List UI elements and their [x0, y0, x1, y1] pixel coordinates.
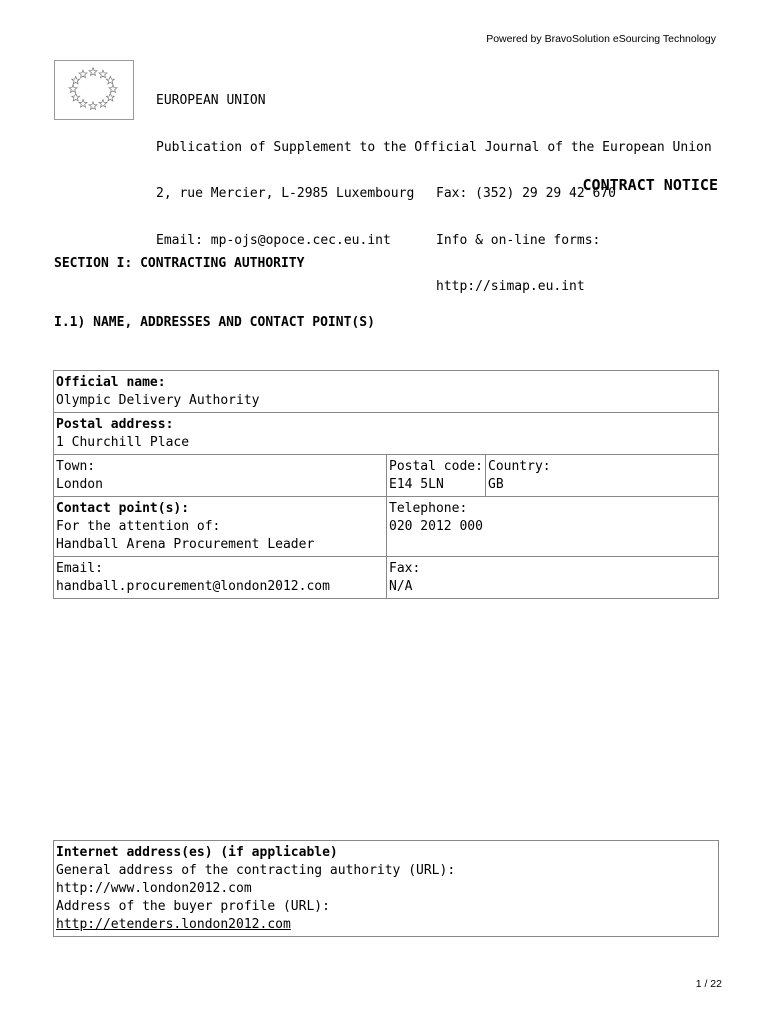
general-address-link[interactable]: http://www.london2012.com — [56, 881, 252, 896]
powered-by-text: Powered by BravoSolution eSourcing Technology — [486, 33, 716, 45]
header-line-eu: EUROPEAN UNION — [156, 93, 266, 108]
eu-star-icon — [69, 85, 77, 93]
eu-star-icon — [109, 85, 117, 93]
attention-label: For the attention of: — [56, 519, 221, 534]
contact-points-label: Contact point(s): — [56, 501, 190, 516]
telephone-value: 020 2012 000 — [389, 519, 483, 534]
eu-star-icon — [99, 100, 107, 108]
header-info-forms: Info & on-line forms: — [436, 232, 601, 248]
official-name-label: Official name: — [56, 375, 166, 390]
page-number: 1 / 22 — [695, 978, 722, 990]
eu-star-icon — [72, 93, 80, 101]
eu-star-icon — [79, 100, 87, 108]
postal-code-label: Postal code: — [389, 459, 483, 474]
eu-star-icon — [72, 76, 80, 84]
eu-star-icon — [99, 70, 107, 78]
email-label: Email: — [56, 561, 103, 576]
postal-address-value: 1 Churchill Place — [56, 435, 190, 450]
internet-addresses-table — [53, 840, 719, 937]
header-line-publication: Publication of Supplement to the Official Journal of the European Union — [156, 139, 712, 155]
eu-star-icon — [106, 76, 114, 84]
country-value: GB — [488, 477, 504, 492]
postal-code-value: E14 5LN — [389, 477, 444, 492]
header-address: 2, rue Mercier, L-2985 Luxembourg — [156, 186, 415, 201]
eu-star-icon — [89, 102, 97, 110]
page-title: CONTRACT NOTICE — [582, 176, 718, 194]
email-value[interactable]: handball.procurement@london2012.com — [56, 579, 330, 594]
town-label: Town: — [56, 459, 96, 474]
buyer-profile-link[interactable]: http://etenders.london2012.com — [56, 917, 291, 932]
fax-label: Fax: — [389, 561, 421, 576]
telephone-label: Telephone: — [389, 501, 468, 516]
header-fax: Fax: (352) 29 29 42 670 — [436, 186, 617, 201]
eu-flag-logo — [54, 60, 134, 120]
subsection-heading: I.1) NAME, ADDRESSES AND CONTACT POINT(S) — [54, 315, 375, 330]
general-address-label: General address of the contracting authority (URL): — [56, 863, 456, 878]
header-email: Email: mp-ojs@opoce.cec.eu.int — [156, 232, 391, 248]
eu-star-icon — [106, 93, 114, 101]
country-label: Country: — [488, 459, 551, 474]
eu-star-icon — [79, 70, 87, 78]
header-simap-url[interactable]: http://simap.eu.int — [436, 279, 585, 294]
town-value: London — [56, 477, 103, 492]
contact-details-table — [53, 370, 719, 599]
buyer-profile-label: Address of the buyer profile (URL): — [56, 899, 330, 914]
attention-value: Handball Arena Procurement Leader — [56, 537, 315, 552]
official-name-value: Olympic Delivery Authority — [56, 393, 260, 408]
eu-star-icon — [89, 68, 97, 76]
postal-address-label: Postal address: — [56, 417, 174, 432]
section-heading: SECTION I: CONTRACTING AUTHORITY — [54, 256, 305, 271]
internet-addresses-label: Internet address(es) (if applicable) — [56, 845, 338, 860]
fax-value: N/A — [389, 579, 413, 594]
